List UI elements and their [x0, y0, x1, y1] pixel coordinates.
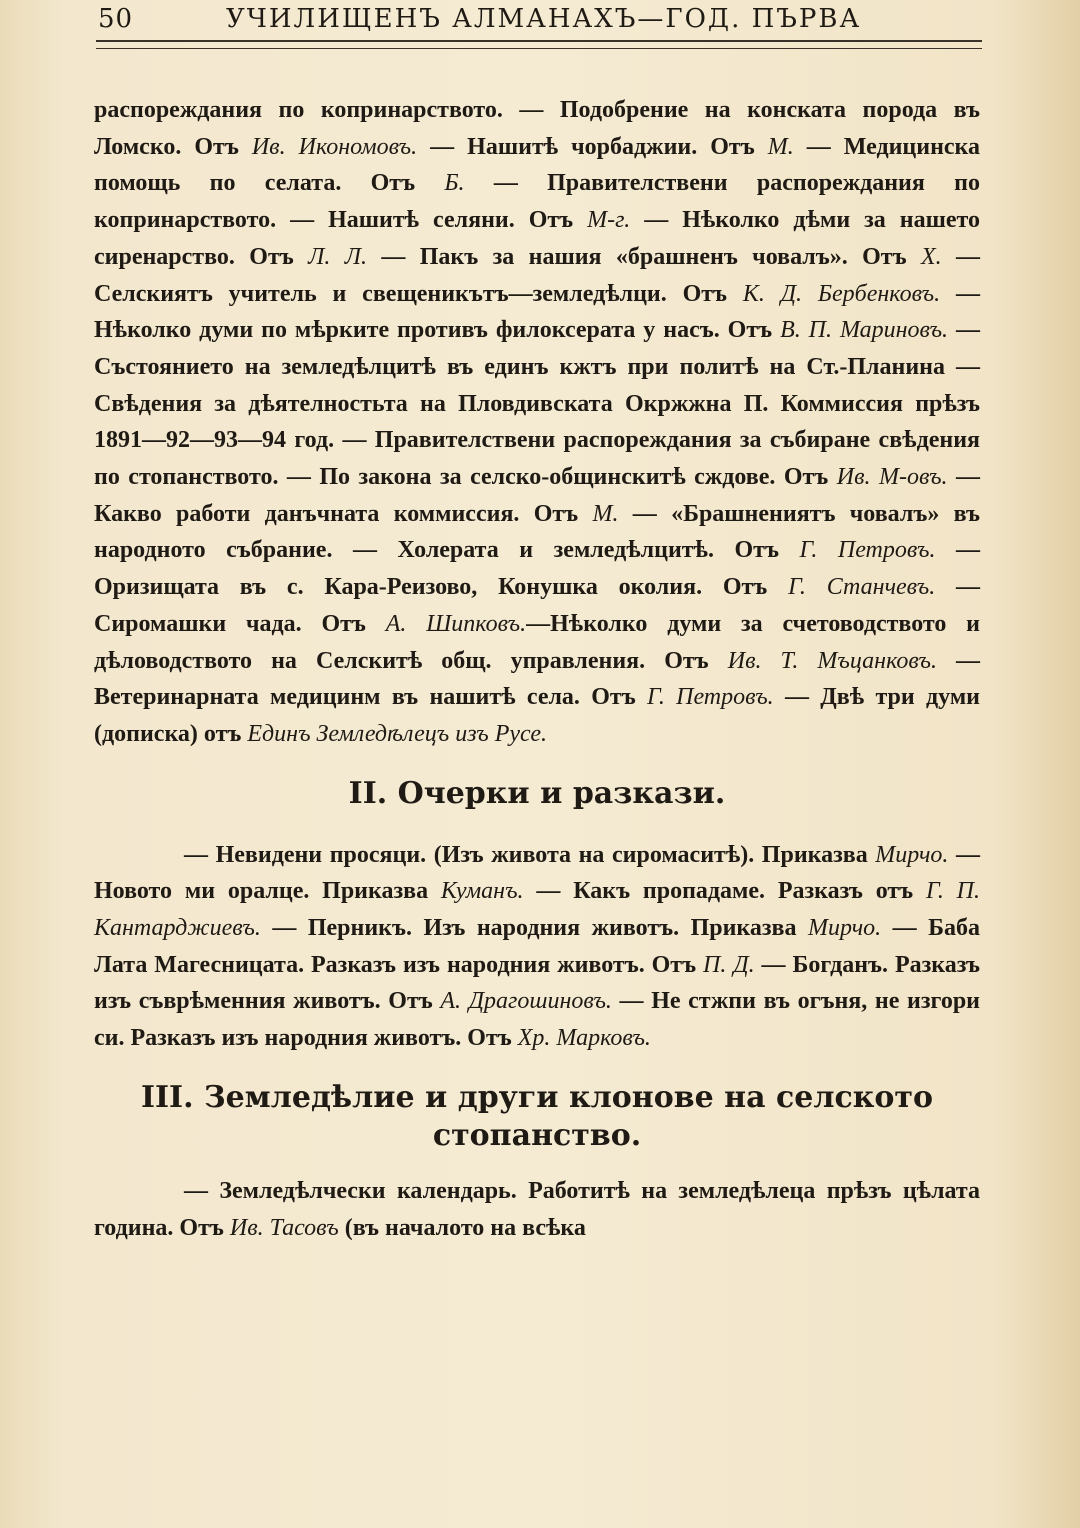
text-run: —Нѣколко думи за счетоводството и дѣловодството на Селскитѣ общ. управления. Отъ: [94, 610, 981, 674]
text-run: — Оризищата въ с. Кара-Реизово, Конушка околия. Отъ: [94, 537, 980, 601]
author-name: Г. Станчевъ.: [788, 574, 936, 601]
text-run: — Нашитѣ чорбаджии. Отъ: [417, 133, 768, 160]
author-name: Ив. М-овъ.: [836, 464, 948, 491]
page-number: 50: [98, 4, 134, 34]
paragraph-section-1-continued: [94, 92, 980, 753]
author-name: Мирчо.: [808, 915, 882, 942]
text-run: — Правителствени распореждания по копринарството. — Нашитѣ селяни. Отъ: [94, 170, 981, 234]
section-heading-ii: II. Очерки и разкази.: [348, 775, 726, 811]
text-run: — Не стжпи въ огъня, не изгори си. Разказъ изъ народния животъ. Отъ: [94, 988, 980, 1052]
author-name: Г. П. Кантарджиевъ.: [94, 878, 981, 942]
text-run: — Състоянието на земледѣлцитѣ въ единъ кжтъ при политѣ на Ст.-Планина — Свѣдения за дѣятелностьта на Пловдивската Окржжна П. Коммиссия прѣзъ 1891—92—93—94 год. — Правителствени распореждания за събиране свѣдения по стопанството. — По закона за селско-общинскитѣ сждове. Отъ: [94, 317, 981, 491]
text-run: — Пакъ за нашия «брашненъ човалъ». Отъ: [366, 243, 921, 270]
text-run: — Нѣколко думи по мѣрките противъ филоксерата у насъ. Отъ: [94, 280, 980, 344]
author-name: Г. Петровъ.: [646, 684, 774, 711]
text-run: — Сиромашки чада. Отъ: [94, 574, 981, 637]
author-name: Ив. Тасовъ: [229, 1214, 339, 1241]
author-name: Ив. Т. Мъцанковъ.: [727, 647, 937, 674]
text-run: — Земледѣлчески календарь. Работитѣ на земледѣлеца прѣзъ цѣлата година. Отъ: [94, 1177, 980, 1241]
author-name: Г. Петровъ.: [799, 537, 936, 564]
text-run: — Перникъ. Изъ народния животъ. Приказва: [260, 915, 809, 942]
author-name: Л. Л.: [308, 243, 367, 270]
section-heading-iii: III. Земледѣлие и други клонове на селското стопанство.: [140, 1079, 934, 1153]
author-name: К. Д. Бербенковъ.: [742, 280, 941, 307]
header-rule: [96, 40, 982, 49]
author-name: М.: [767, 133, 794, 160]
text-run: —Селскиятъ учитель и свещеникътъ—земледѣлци. Отъ: [94, 243, 980, 307]
paragraph-section-3: [94, 1173, 980, 1246]
paragraph-section-2: [94, 837, 980, 1057]
text-run: — Новото ми оралце. Приказва: [94, 841, 980, 905]
running-title: УЧИЛИЩЕНЪ АЛМАНАХЪ—ГОД. ПЪРВА: [226, 4, 862, 34]
author-name: А. Драгошиновъ.: [440, 988, 612, 1015]
author-name: В. П. Мариновъ.: [780, 317, 949, 344]
author-name: Хр. Марковъ.: [517, 1025, 651, 1052]
text-run: — Богданъ. Разказъ изъ съврѣменния животъ. Отъ: [94, 951, 980, 1015]
text-run: — Какъ пропадаме. Разказъ отъ: [523, 878, 926, 905]
text-run: — Медицинска помощь по селата. Отъ: [94, 133, 981, 197]
author-name: Х.: [920, 243, 942, 270]
text-run: — Баба Лата Магесницата. Разказъ изъ народния животъ. Отъ: [94, 915, 980, 978]
text-run: — Невидени просяци. (Изъ живота на сиромаситѣ). Приказва: [184, 841, 876, 868]
author-name: М-г.: [587, 207, 631, 234]
text-run: — «Брашнениятъ човалъ» въ народното събрание. — Холерата и земледѣлцитѣ. Отъ: [94, 500, 980, 564]
text-run: — Нѣколко дѣми за нашето сиренарство. Отъ: [94, 207, 981, 270]
author-name: Куманъ.: [440, 878, 524, 905]
text-run: распореждания по копринарството. — Подобрение на конската порода въ Ломско. Отъ: [94, 97, 980, 160]
text-run: — Ветеринарната медицинм въ нашитѣ села. Отъ: [94, 647, 981, 711]
text-run: (въ началото на всѣка: [338, 1214, 586, 1241]
author-name: П. Д.: [703, 951, 755, 978]
author-name: Единъ Земледѣлецъ изъ Русе.: [247, 720, 548, 747]
author-name: Ив. Икономовъ.: [251, 133, 418, 160]
author-name: А. Шипковъ.: [385, 610, 527, 637]
author-name: М.: [592, 500, 619, 527]
author-name: Б.: [444, 170, 465, 197]
text-run: — Какво работи данъчната коммиссия. Отъ: [94, 464, 980, 527]
author-name: Мирчо.: [875, 841, 949, 868]
body-text: [94, 92, 980, 1246]
running-head: [96, 2, 980, 36]
text-run: — Двѣ три думи (дописка) отъ: [94, 684, 981, 747]
